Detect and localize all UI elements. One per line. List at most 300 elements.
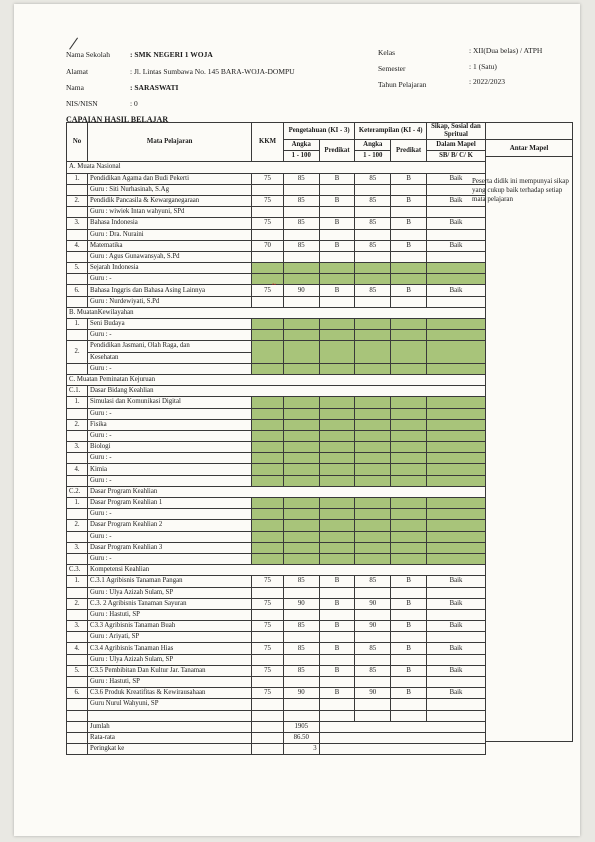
table-row <box>67 509 486 520</box>
table-cell: Guru : Ariyati, SP <box>88 632 252 643</box>
table-cell <box>355 498 391 509</box>
table-cell: 85 <box>355 665 391 676</box>
group-c3: Kompetensi Keahlian <box>88 565 486 576</box>
table-row <box>67 307 486 318</box>
jumlah-label: Jumlah <box>88 721 252 732</box>
table-cell <box>355 430 391 441</box>
table-cell <box>426 509 485 520</box>
table-cell <box>426 699 485 710</box>
address-label: Alamat <box>66 67 89 76</box>
table-cell: B <box>319 665 355 676</box>
table-cell <box>319 464 355 475</box>
table-row <box>67 195 486 206</box>
table-cell: 85 <box>355 218 391 229</box>
table-cell: 75 <box>252 285 284 296</box>
table-cell <box>67 184 88 195</box>
table-cell: B <box>319 576 355 587</box>
col-predikat-k: Predikat <box>391 140 427 162</box>
table-cell <box>252 699 284 710</box>
table-cell <box>283 442 319 453</box>
col-range-k: 1 - 100 <box>355 151 391 162</box>
table-cell <box>391 464 427 475</box>
table-cell: B <box>319 598 355 609</box>
table-cell: 75 <box>252 576 284 587</box>
table-cell: 2. <box>67 598 88 609</box>
col-range-p: 1 - 100 <box>283 151 319 162</box>
table-row <box>67 319 486 330</box>
col-antar-mapel: Antar Mapel <box>486 139 572 157</box>
table-cell <box>391 341 427 363</box>
col-predikat-p: Predikat <box>319 140 355 162</box>
table-cell <box>252 263 284 274</box>
table-cell <box>67 609 88 620</box>
table-row <box>67 386 486 397</box>
table-cell <box>319 587 355 598</box>
table-row <box>67 263 486 274</box>
table-cell <box>355 184 391 195</box>
table-cell <box>355 419 391 430</box>
table-cell: 75 <box>252 195 284 206</box>
table-cell <box>426 442 485 453</box>
table-cell: 85 <box>355 173 391 184</box>
table-cell <box>391 542 427 553</box>
table-cell <box>283 229 319 240</box>
table-cell <box>252 419 284 430</box>
table-cell <box>283 587 319 598</box>
rank-row <box>67 744 486 755</box>
table-cell <box>355 442 391 453</box>
table-row <box>67 498 486 509</box>
table-cell: B <box>319 218 355 229</box>
table-cell <box>252 587 284 598</box>
table-cell <box>67 632 88 643</box>
table-cell: B <box>391 688 427 699</box>
table-cell <box>252 453 284 464</box>
table-cell <box>252 542 284 553</box>
table-cell <box>252 710 284 721</box>
table-cell <box>426 677 485 688</box>
table-cell <box>355 408 391 419</box>
table-cell: B <box>391 240 427 251</box>
table-cell <box>355 341 391 363</box>
table-cell <box>252 609 284 620</box>
table-cell: 2. <box>67 195 88 206</box>
table-cell <box>426 710 485 721</box>
table-cell <box>391 699 427 710</box>
group-c1: Dasar Bidang Keahlian <box>88 386 486 397</box>
table-cell: 4. <box>67 464 88 475</box>
table-cell <box>252 509 284 520</box>
table-row <box>67 632 486 643</box>
table-cell: 85 <box>355 643 391 654</box>
table-cell <box>319 274 355 285</box>
table-cell <box>67 587 88 598</box>
table-cell <box>319 263 355 274</box>
col-angka-k: Angka <box>355 140 391 151</box>
table-cell: 1. <box>67 173 88 184</box>
year-label: Tahun Pelajaran <box>378 80 427 89</box>
table-cell <box>283 363 319 374</box>
table-cell <box>319 509 355 520</box>
table-cell <box>283 274 319 285</box>
table-cell: C3.5 Pembibitan Dan Kultur Jar. Tanaman <box>88 665 252 676</box>
group-b: B. MuatanKewilayahan <box>67 307 486 318</box>
table-cell: 85 <box>283 665 319 676</box>
table-cell <box>283 453 319 464</box>
table-cell <box>319 229 355 240</box>
table-row <box>67 229 486 240</box>
table-cell <box>283 251 319 262</box>
table-cell: B <box>391 285 427 296</box>
table-cell <box>355 274 391 285</box>
red-correction-mark: ~ <box>272 280 277 289</box>
table-row <box>67 453 486 464</box>
table-cell: Pendidikan Jasmani, Olah Raga, dan <box>88 341 252 352</box>
table-cell <box>319 498 355 509</box>
table-cell <box>391 207 427 218</box>
table-cell: Bahasa Inggris dan Bahasa Asing Lainnya <box>88 285 252 296</box>
table-cell <box>252 732 284 743</box>
table-cell <box>426 520 485 531</box>
table-cell <box>252 207 284 218</box>
class-value: : XII(Dua belas) / ATPH <box>469 46 543 55</box>
table-cell: 90 <box>283 598 319 609</box>
table-cell <box>67 721 88 732</box>
table-cell: Guru : - <box>88 453 252 464</box>
table-cell <box>355 397 391 408</box>
table-cell: 90 <box>283 688 319 699</box>
table-cell <box>355 553 391 564</box>
table-row <box>67 397 486 408</box>
table-cell <box>319 296 355 307</box>
peringkat-value: 3 <box>283 744 319 755</box>
table-cell: C3.6 Produk Kreatifitas & Kewirausahaan <box>88 688 252 699</box>
table-row <box>67 553 486 564</box>
table-cell <box>391 553 427 564</box>
table-cell: Sejarah Indonesia <box>88 263 252 274</box>
table-cell <box>355 632 391 643</box>
table-cell <box>283 677 319 688</box>
table-row <box>67 207 486 218</box>
table-cell <box>283 520 319 531</box>
total-row <box>67 721 486 732</box>
table-cell <box>319 542 355 553</box>
table-cell <box>67 363 88 374</box>
table-cell: Guru : - <box>88 330 252 341</box>
table-row <box>67 475 486 486</box>
table-row <box>67 621 486 632</box>
table-cell: 70 <box>252 240 284 251</box>
table-cell <box>283 408 319 419</box>
table-cell: 75 <box>252 688 284 699</box>
table-cell <box>319 553 355 564</box>
table-cell: Kesehatan <box>88 352 252 363</box>
table-cell: 75 <box>252 665 284 676</box>
table-cell <box>391 632 427 643</box>
table-cell <box>319 184 355 195</box>
table-cell <box>67 553 88 564</box>
table-cell <box>252 475 284 486</box>
table-cell: 85 <box>355 240 391 251</box>
table-cell: 85 <box>355 285 391 296</box>
table-cell: Baik <box>426 643 485 654</box>
table-cell <box>67 229 88 240</box>
table-row <box>67 464 486 475</box>
table-cell <box>67 475 88 486</box>
table-row <box>67 520 486 531</box>
table-row <box>67 363 486 374</box>
table-cell <box>319 531 355 542</box>
table-cell: Baik <box>426 195 485 206</box>
table-row <box>67 542 486 553</box>
table-cell <box>252 677 284 688</box>
semester-label: Semester <box>378 64 406 73</box>
table-cell <box>391 419 427 430</box>
table-cell <box>88 710 252 721</box>
table-cell <box>319 710 355 721</box>
table-row <box>67 688 486 699</box>
table-cell: 85 <box>283 643 319 654</box>
table-cell <box>319 475 355 486</box>
table-cell: Guru : - <box>88 475 252 486</box>
table-cell: 1. <box>67 498 88 509</box>
table-cell: C3.3 Agribisnis Tanaman Buah <box>88 621 252 632</box>
table-cell: B <box>319 688 355 699</box>
table-cell <box>355 229 391 240</box>
table-cell <box>252 442 284 453</box>
table-cell <box>391 587 427 598</box>
table-cell: 3. <box>67 542 88 553</box>
table-cell: 2. <box>67 520 88 531</box>
table-cell <box>391 498 427 509</box>
table-cell <box>252 408 284 419</box>
jumlah-value: 1905 <box>283 721 319 732</box>
table-cell: Baik <box>426 173 485 184</box>
table-cell: Baik <box>426 665 485 676</box>
table-cell <box>319 341 355 363</box>
table-cell: B <box>391 576 427 587</box>
table-cell: C.2. <box>67 486 88 497</box>
table-cell <box>252 632 284 643</box>
table-cell <box>426 498 485 509</box>
table-cell: B <box>319 285 355 296</box>
table-cell <box>319 654 355 665</box>
table-cell: 5. <box>67 665 88 676</box>
table-row <box>67 240 486 251</box>
table-cell: 3. <box>67 442 88 453</box>
table-cell <box>283 632 319 643</box>
antar-mapel-column <box>486 122 573 742</box>
table-cell: 85 <box>355 195 391 206</box>
table-cell <box>319 408 355 419</box>
table-cell <box>319 207 355 218</box>
table-row <box>67 598 486 609</box>
section-title: CAPAIAN HASIL BELAJAR <box>66 115 169 124</box>
table-cell <box>426 464 485 475</box>
table-cell <box>391 330 427 341</box>
table-cell <box>283 207 319 218</box>
table-row <box>67 654 486 665</box>
table-cell: Guru : Dra. Nuraini <box>88 229 252 240</box>
table-row <box>67 565 486 576</box>
table-cell <box>252 654 284 665</box>
table-row <box>67 430 486 441</box>
table-cell <box>391 442 427 453</box>
table-cell: C.1. <box>67 386 88 397</box>
rata-value: 86.50 <box>283 732 319 743</box>
table-cell: 75 <box>252 643 284 654</box>
table-cell: 85 <box>355 576 391 587</box>
table-cell <box>283 184 319 195</box>
table-cell: 1. <box>67 576 88 587</box>
table-cell <box>283 263 319 274</box>
table-cell <box>252 184 284 195</box>
table-cell: Guru : - <box>88 430 252 441</box>
table-cell: Dasar Program Keahlian 3 <box>88 542 252 553</box>
table-cell: 4. <box>67 240 88 251</box>
table-cell: B <box>319 173 355 184</box>
table-cell <box>426 263 485 274</box>
table-cell: Baik <box>426 218 485 229</box>
table-cell: B <box>319 240 355 251</box>
table-cell: B <box>319 621 355 632</box>
peringkat-label: Peringkat ke <box>88 744 252 755</box>
table-cell <box>67 296 88 307</box>
table-cell <box>391 430 427 441</box>
table-cell <box>67 531 88 542</box>
table-cell <box>391 475 427 486</box>
table-cell <box>252 229 284 240</box>
table-cell: Guru : Nurdewiyati, S.Pd <box>88 296 252 307</box>
table-cell <box>355 699 391 710</box>
table-cell <box>319 430 355 441</box>
table-cell: 4. <box>67 643 88 654</box>
table-cell <box>283 654 319 665</box>
table-cell <box>426 207 485 218</box>
nis-label: NIS/NISN <box>66 99 98 108</box>
table-cell <box>391 229 427 240</box>
table-cell <box>391 677 427 688</box>
table-cell: Guru : Agus Gunawansyah, S.Pd <box>88 251 252 262</box>
table-cell: Baik <box>426 240 485 251</box>
table-cell <box>391 453 427 464</box>
table-cell <box>252 397 284 408</box>
table-cell <box>252 744 284 755</box>
col-no: No <box>67 123 88 162</box>
table-cell <box>391 397 427 408</box>
table-cell: 2. <box>67 341 88 363</box>
table-cell: Matematika <box>88 240 252 251</box>
table-cell: Baik <box>426 576 485 587</box>
table-cell <box>319 609 355 620</box>
table-cell <box>319 419 355 430</box>
table-cell <box>355 542 391 553</box>
table-cell: Guru : - <box>88 274 252 285</box>
year-value: : 2022/2023 <box>469 77 506 86</box>
table-cell: 75 <box>252 598 284 609</box>
table-cell: 75 <box>252 621 284 632</box>
school-value: : SMK NEGERI 1 WOJA <box>130 50 213 59</box>
col-kkm: KKM <box>252 123 284 162</box>
col-dalam-mapel: Dalam Mapel <box>426 140 485 151</box>
table-cell <box>426 553 485 564</box>
table-cell: C.3.1 Agribisnis Tanaman Pangan <box>88 576 252 587</box>
table-cell <box>391 184 427 195</box>
table-cell <box>283 330 319 341</box>
group-c: C. Muatan Peminatan Kejuruan <box>67 374 486 385</box>
table-cell <box>319 632 355 643</box>
table-cell <box>283 509 319 520</box>
table-row <box>67 587 486 598</box>
table-cell: Pendidik Pancasila & Kewarganegaraan <box>88 195 252 206</box>
table-cell <box>283 542 319 553</box>
table-cell <box>67 654 88 665</box>
name-label: Nama <box>66 83 84 92</box>
table-cell <box>283 553 319 564</box>
table-cell <box>67 509 88 520</box>
table-cell: 85 <box>283 576 319 587</box>
table-cell <box>426 475 485 486</box>
table-cell <box>319 319 355 330</box>
table-cell: 6. <box>67 285 88 296</box>
table-cell: 90 <box>355 621 391 632</box>
table-cell: B <box>391 598 427 609</box>
rata-label: Rata-rata <box>88 732 252 743</box>
table-cell <box>426 587 485 598</box>
table-cell <box>391 408 427 419</box>
table-row <box>67 609 486 620</box>
table-cell: C3.4 Agribisnis Tanaman Hias <box>88 643 252 654</box>
table-cell <box>391 520 427 531</box>
table-cell: B <box>391 643 427 654</box>
table-cell: 85 <box>283 621 319 632</box>
table-row <box>67 218 486 229</box>
table-cell <box>283 419 319 430</box>
table-cell <box>391 363 427 374</box>
table-cell <box>426 531 485 542</box>
table-cell <box>319 453 355 464</box>
table-cell: 2. <box>67 419 88 430</box>
table-cell <box>355 296 391 307</box>
table-cell <box>426 397 485 408</box>
table-row <box>67 442 486 453</box>
table-cell <box>319 363 355 374</box>
table-cell <box>426 341 485 363</box>
table-cell <box>283 397 319 408</box>
table-cell: Kimia <box>88 464 252 475</box>
table-cell: 5. <box>67 263 88 274</box>
col-dalam-mapel-sub: SB/ B/ C/ K <box>426 151 485 162</box>
table-cell: 85 <box>283 173 319 184</box>
table-cell <box>391 654 427 665</box>
table-row <box>67 296 486 307</box>
table-row <box>67 576 486 587</box>
table-row <box>67 184 486 195</box>
table-cell <box>426 453 485 464</box>
table-cell: Guru : - <box>88 509 252 520</box>
table-cell <box>67 330 88 341</box>
table-cell <box>391 710 427 721</box>
table-cell <box>319 330 355 341</box>
table-cell: 75 <box>252 173 284 184</box>
grades-table <box>66 122 486 755</box>
table-cell: C.3. <box>67 565 88 576</box>
table-cell: C.3. 2 Agribisnis Tanaman Sayuran <box>88 598 252 609</box>
table-cell <box>426 632 485 643</box>
table-row <box>67 486 486 497</box>
table-cell <box>283 699 319 710</box>
group-c2: Dasar Program Keahlian <box>88 486 486 497</box>
